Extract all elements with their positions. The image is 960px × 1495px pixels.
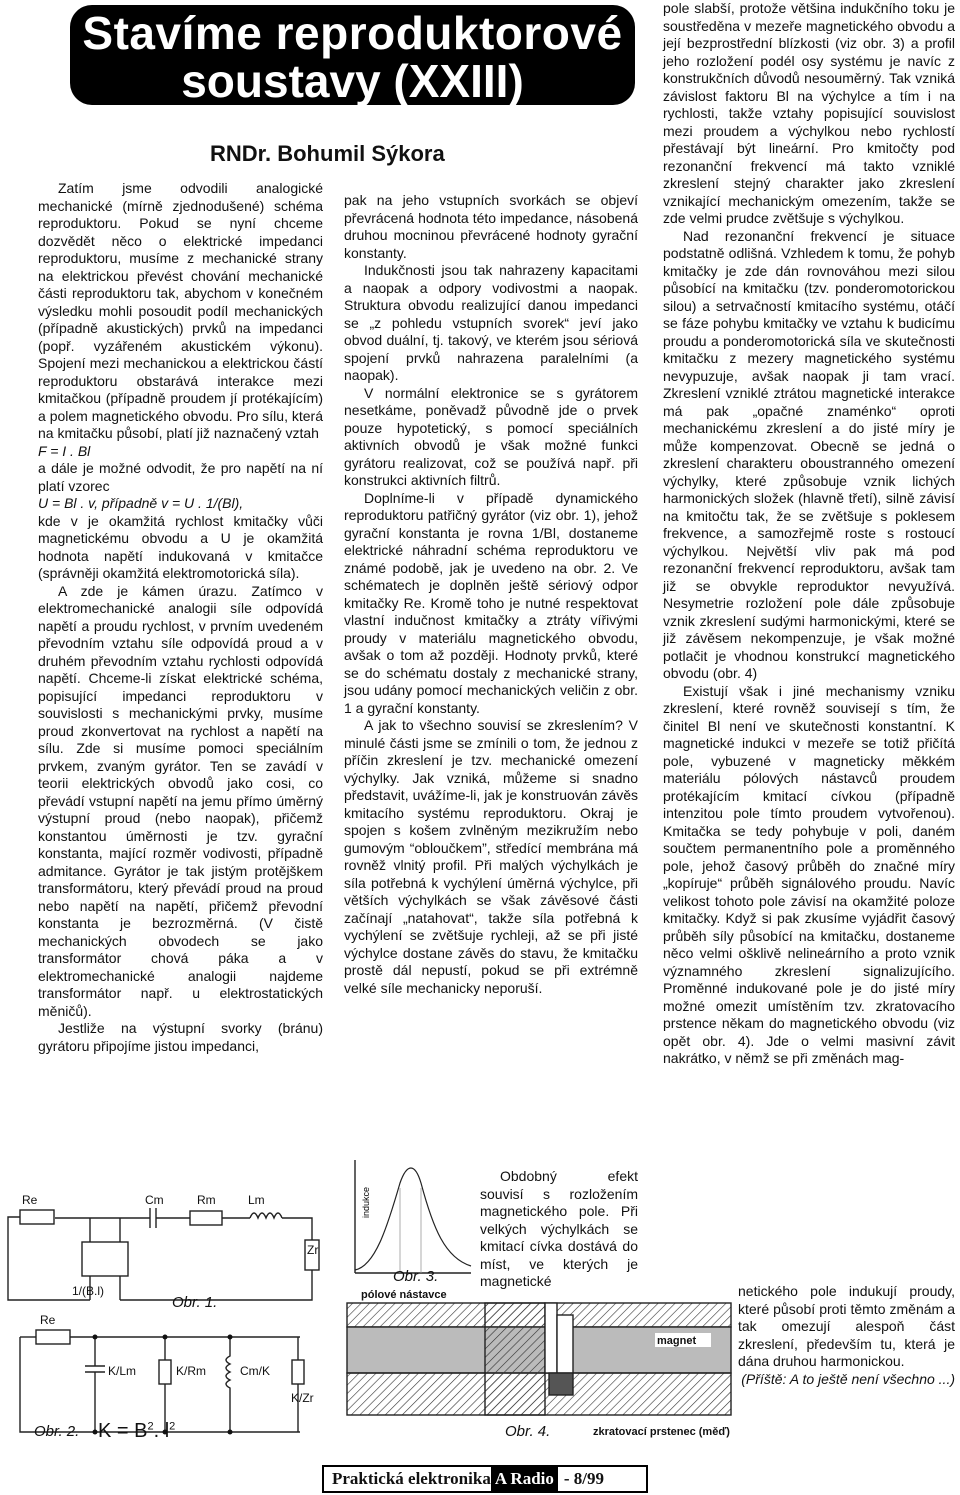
title-line-2: soustavy (XXIII) [181, 55, 524, 107]
inductor-cmk-symbol [226, 1337, 230, 1432]
formula-voltage: U = Bl . v, případně v = U . 1/(Bl), [38, 495, 244, 511]
column-3-continuation [738, 1283, 955, 1388]
inductor-lm-symbol [250, 1213, 282, 1218]
label-lm: Lm [248, 1193, 265, 1207]
wire [282, 1218, 312, 1240]
paragraph: Zatím jsme odvodili analogické mechanické (mírně zjednodušené) schéma reproduktoru. Pokud se nyní chceme dozvědět něco o elektrické impedanci reproduktoru, musíme z mechanické strany na elektrickou převést chování mechanické části reproduktoru tak, abychom v konečném výsledku mohli posoudit podíl mechanických (případně akustických) prvků na impedanci (popř. vyzářeném akustickém výkonu). Spojení mezi mechanickou a elektrickou částí reproduktoru obstarává interakce mezi kmitačkou (případně proudem jí protékajícím) a polem magnetického obvodu. Pro sílu, která na kmitačku působí, platí již naznačený vztah [38, 180, 323, 441]
paragraph: A zde je kámen úrazu. Zatímco v elektromechanické analogii síle odpovídá napětí a proudu rychlost, v prvním uvedeném převodním vztahu síle odpovídá proud a v druhém převodním vztahu rychlosti odpovídá napětí. Chceme-li získat elektrické schéma, popisující impedanci reproduktoru v souvislosti s mechanickými prvky, musíme proud zkonvertovat na rychlost a napětí na sílu. Zde si musíme pomoci speciálním prvkem, zvaným gyrátor. Ten se zavádí v teorii elektrických obvodů jako cosi, co převádí vstupní napětí na jemu přímo úměrný výstupní proud (nebo naopak), přičemž konstantou úměrnosti je tzv. gyrační konstanta, mající rozměr vodivosti, případně admitance. Gyrátor je tak jistým protějškem transformátoru, který převádí proud na proud nebo napětí na napětí, přičemž převodní konstanta je bezrozměrná. (V čistě mechanických obvodech se jako transformátor chová páka a v elektromechanické analogii najdeme transformátor např. u elektrostatických měničů). [38, 582, 323, 1019]
article-title-banner [70, 5, 635, 105]
capacitor-cm-symbol [120, 1208, 190, 1228]
paragraph: Nad rezonanční frekvencí je situace podstatně odlišná. Vzhledem k tomu, že pohyb kmitačky je zde dán rovnováhou mezi silou působící na kmitačku (tzv. ponderomotorickou silou) a setrvačností kmitacího systému, otáčí se fáze pohybu kmitačky ve vztahu k budicímu proudu a ponderomotorická síla ve skutečnosti kmitačku z mezery magnetického systému nevypuzuje, avšak naopak ji tam vrací. Zkreslení vzniklé ztrátou magnetické interakce má pak „opačné znaménko“ oproti mechanickému zkreslení a do jisté míry je může kompenzovat. Obecně se jedná o zkreslení charakteru oboustranného omezení výchylky, které způsobuje vznik lichých harmonických složek (hlavně třetí), silně závisí na kmitočtu tak, že se zvětšuje s poklesem frekvence, a samozřejmě roste s rostoucí výchylkou. Největší vliv pak má pod rezonanční frekvencí reproduktoru, avšak tam již se obvykle reproduktor nevyužívá. Nesymetrie rozložení pole dále způsobuje vznik zkreslení sudými harmonickými, které se již závěsem nekompenzuje, je však možné potlačit je vhodnou konstrukcí magnetického obvodu (obr. 4) [663, 227, 955, 681]
paragraph: kde v je okamžitá rychlost kmitačky vůči magnetickému obvodu a U je okamžitá hodnota napětí indukovaná v kmitačce (správněji okamžitá elektromotorická síla). [38, 512, 323, 581]
node-dot [93, 1335, 98, 1340]
label-re: Re [22, 1193, 38, 1207]
label-zr: Zr [307, 1243, 319, 1257]
paragraph: A jak to všechno souvisí se zkreslením? V minulé části jsme se zmínili o tom, že jednou z příčin zkreslení je tzv. mechanické omezení výchylky. Jak vzniká, můžeme si snadno představit, uvážíme-li, jak je konstruován závěs kmitacího systému reproduktoru. Okraj je spojen s košem zvlněným mezikružím nebo gumovým “obloučkem”, středící membrána má rovněž vlnitý profil. Při malých výchylkách je síla potřebná k vychýlení úměrná výchylce, při větších výchylkách se však závěsové části začínají „natahovat“, takže síla potřebná k vychýlení se zvětšuje rychleji, až se při jisté výchylce dostane závěs do stavu, že kmitačku prostě dál nepustí, pokud se při extrémně velké síle mechanicky neporuší. [344, 717, 638, 996]
label-cm: Cm [145, 1193, 164, 1207]
title-line-1: Stavíme reproduktorové [82, 7, 623, 59]
figure-2-label: Obr. 2. [34, 1423, 80, 1440]
air-gap [545, 1303, 557, 1373]
impedance-kzr-symbol [292, 1360, 304, 1384]
shorting-ring [549, 1373, 573, 1395]
gap-markers [400, 1188, 421, 1273]
circuit-figures [0, 1190, 330, 1450]
paragraph: pak na jeho vstupních svorkách se objeví převrácená hodnota této impedance, násobená druhou mocninou převrácené hodnoty gyrační konstanty. [344, 192, 638, 261]
author: RNDr. Bohumil Sýkora [210, 141, 445, 166]
label-kzr: K/Zr [291, 1391, 314, 1405]
k-formula-sup-2: 2 [169, 1420, 176, 1433]
node-dot [228, 1335, 233, 1340]
figure-3-label: Obr. 3. [393, 1268, 439, 1285]
paragraph: pole slabší, protože většina indukčního toku je soustředěna v mezeře magnetického obvodu a její bezprostřední blízkosti (viz obr. 3) a profil jeho rozložení podél osy systému je navíc z konstrukčních důvodů nesouměrný. Tak vzniká závislost faktoru Bl na výchylce a tím i na rychlosti, takže vztahy popisující souvislost mezi proudem a výchylkou nebo rychlostí přestávají být lineární. Pro kmitočty pod rezonanční frekvencí má takto vzniklé zkreslení stejný charakter jako zkreslení vznikající mechanickým omezením, takže se zde velmi prudce zvětšuje s výchylkou. [663, 0, 955, 226]
k-formula-part-a: K = B [98, 1420, 148, 1442]
induction-curve [355, 1168, 471, 1270]
capacitor-klm-symbol [85, 1337, 105, 1432]
column-2-continuation [480, 1168, 638, 1291]
column-2 [344, 192, 638, 997]
label-shorting-ring: zkratovací prstenec (měď) [593, 1426, 730, 1438]
journal-radio: A Radio [491, 1467, 558, 1491]
resistor-krm-symbol [159, 1360, 171, 1384]
resistor-re2-symbol [36, 1330, 70, 1344]
paragraph: netického pole indukují proudy, které působí proti těmto změnám a tak omezují alespoň část zkreslení, především tu, která je dána druhou harmonickou. [738, 1283, 955, 1369]
figure-3-induction-plot [345, 1158, 475, 1280]
resistor-re-symbol [20, 1210, 54, 1224]
label-krm: K/Rm [176, 1364, 206, 1378]
label-rm: Rm [197, 1193, 216, 1207]
k-formula-sup-1: 2 [147, 1420, 154, 1433]
issue-number: - 8/99 [563, 1469, 605, 1488]
node-dot [163, 1335, 168, 1340]
label-magnet: magnet [657, 1335, 697, 1347]
figure-4-magnetic-circuit [345, 1285, 735, 1445]
center-pole [485, 1303, 545, 1415]
formula-force: F = I . Bl [38, 442, 91, 459]
paragraph: Obdobný efekt souvisí s rozložením magnetického pole. Při velkých výchylkách se kmitací cívka dostává do míst, ve kterých je magnetické [480, 1168, 638, 1289]
k-formula-part-b: . l [153, 1420, 170, 1442]
node-dot [228, 1430, 233, 1435]
paragraph: Doplníme-li v případě dynamického reproduktoru patřičný gyrátor (viz obr. 1), jehož gyrační konstanta je rovna 1/Bl, dostaneme elektrické náhradní schéma reproduktoru ve známé podobě, jak je uvedeno na obr. 2. Ve schématech je doplněn ještě sériový odpor kmitačky Re. Kromě toho je nutné respektovat vlastní indučnost kmitačky a ztráty vířivými proudy v materiálu magnetického obvodu, avšak o tom až později. Hodnoty prvků, které se do schématu dostaly z mechanické strany, jsou udány pomocí mechanických veličin z obr. 1 a gyrační konstanty. [344, 489, 638, 716]
paragraph: Jestliže na výstupní svorky (bránu) gyrátoru připojíme jistou impedanci, [38, 1020, 323, 1054]
column-3 [663, 0, 955, 1068]
label-pole-pieces: pólové nástavce [361, 1289, 447, 1301]
axis-label-induction: indukce [361, 1186, 371, 1218]
page-footer [322, 1465, 648, 1493]
next-part-note: (Příště: A to ještě není všechno ...) [741, 1370, 955, 1387]
paragraph: V normální elektronice se s gyrátorem nesetkáme, poněvadž původně jde o prvek pouze hypotetický, s pomocí speciálních aktivních obvodů je však možné funkci gyrátoru realizovat, což se používá např. při konstrukci aktivních filtrů. [344, 384, 638, 488]
paragraph: Existují však i jiné mechanismy vzniku zkreslení, které rovněž souvisejí s tím, že činitel Bl není ve skutečnosti konstantní. K magnetické indukci v mezeře se totiž přičítá pole, vybuzené v magneticky měkkém materiálu pólových nástavců proudem protékajícím kmitací cívkou (případně intenzitou pole tímto proudem vytvořenou). Kmitačka se tedy pohybuje v poli, daném součtem permanentního pole a proměnného pole, jehož časový průběh do značné míry „kopíruje“ průběh signálového proudu. Navíc velikost tohoto pole závisí na okamžité poloze kmitačky. Když si pak zkusíme vyjádřit časový průběh síly působící na kmitačku, dostaneme něco velmi ošklivě nelineárního a proto vznik významného zkreslení signalizujícího. Proměnné indukované pole je do jisté míry možné omezit umístěním tzv. zkratovacího prstence někam do magnetického obvodu (viz opět obr. 4). Jde o velmi masivní závit nakrátko, v němž se při změnách mag- [663, 682, 955, 1066]
label-re2: Re [40, 1313, 56, 1327]
voice-coil-slot [557, 1315, 573, 1373]
resistor-rm-symbol [190, 1211, 222, 1225]
k-formula [98, 1420, 175, 1443]
column-1 [38, 180, 323, 1055]
figure-4-label: Obr. 4. [505, 1423, 551, 1440]
paragraph: Indukčnosti jsou tak nahrazeny kapacitami a naopak a odpory vodivostmi a naopak. Struktura obvodu realizující danou impedanci se „z pohledu vstupních svorek“ jeví jako obvod duální, tj. takový, ve kterém jsou sériová spojení prvků nahrazena paralelními (a naopak). [344, 262, 638, 383]
label-cmk: Cm/K [240, 1364, 270, 1378]
gyrator-symbol [82, 1242, 128, 1276]
journal-name: Praktická elektronika [332, 1469, 491, 1488]
paragraph: a dále je možné odvodit, že pro napětí na ní platí vzorec [38, 460, 323, 494]
label-klm: K/Lm [108, 1364, 137, 1378]
node-dot [93, 1430, 98, 1435]
figure-1-label: Obr. 1. [172, 1294, 218, 1311]
label-gyrator: 1/(B.l) [72, 1284, 105, 1298]
